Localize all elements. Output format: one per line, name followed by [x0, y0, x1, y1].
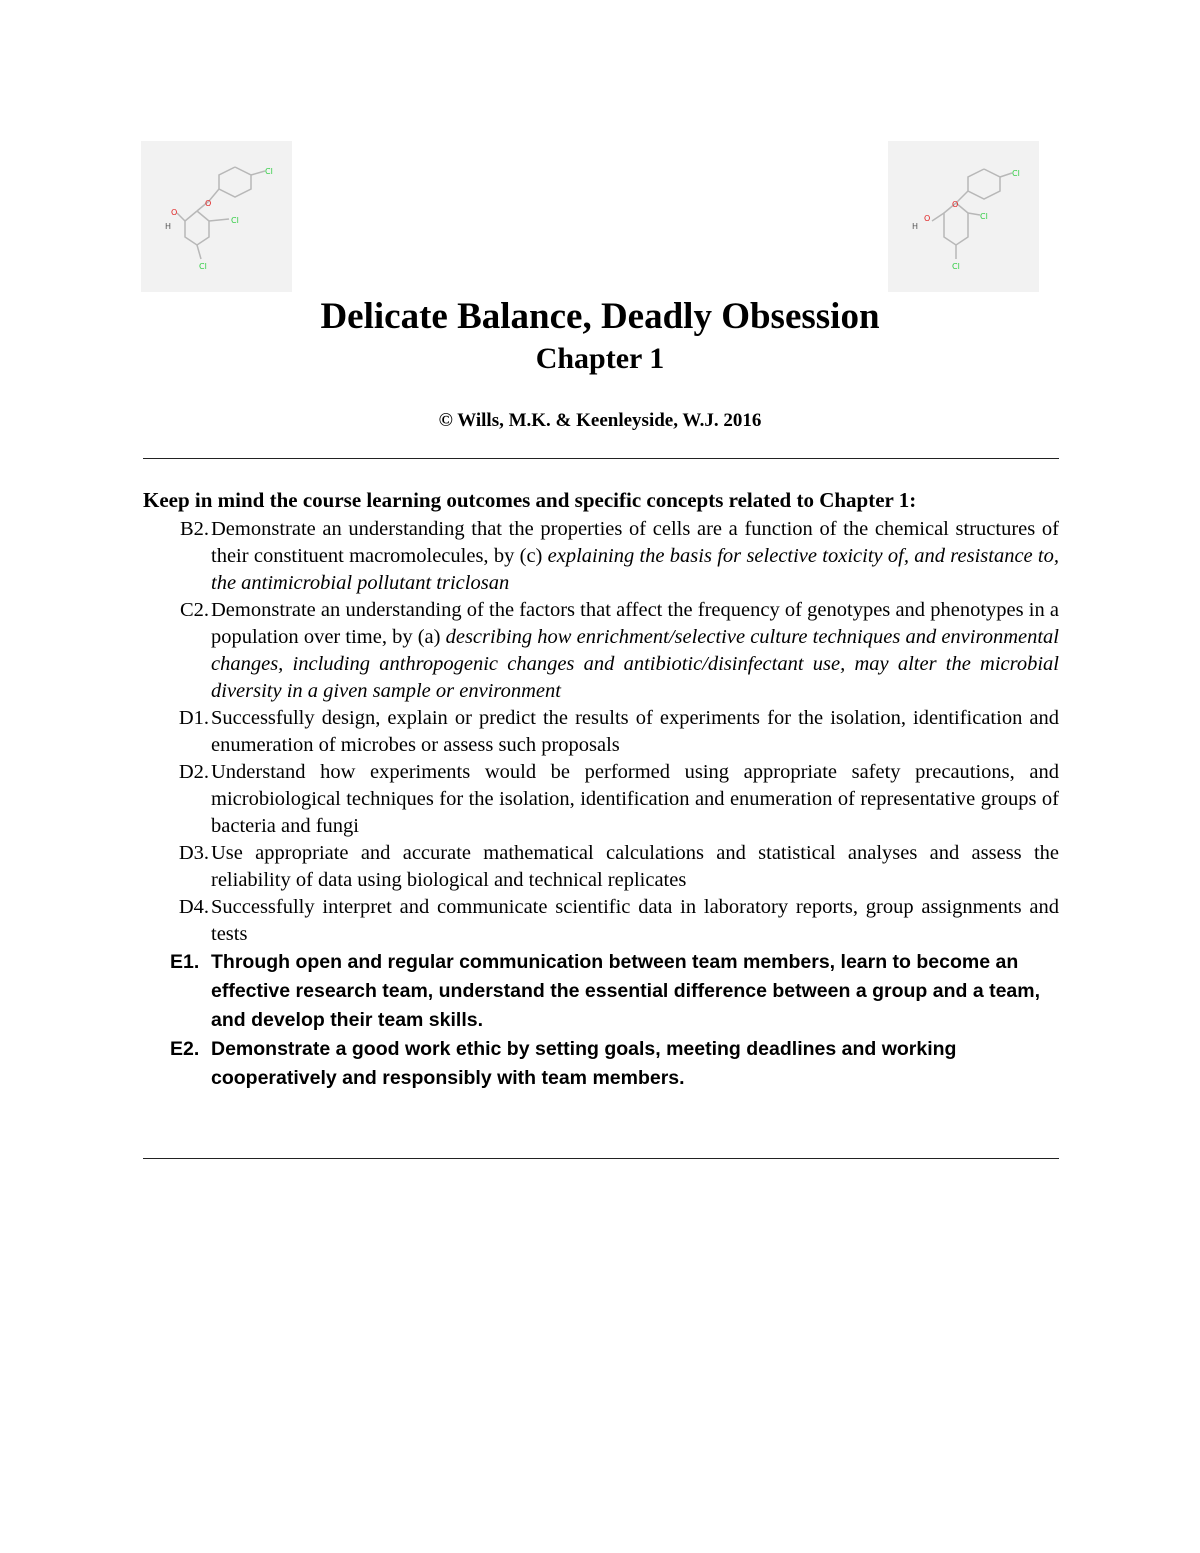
- oxygen-label: O: [952, 200, 959, 209]
- learning-outcomes-list: [143, 516, 1059, 1093]
- outcome-e1: [143, 948, 1059, 1035]
- hydrogen-label: H: [165, 222, 172, 231]
- outcome-text: Successfully interpret and communicate scientific data in laboratory reports, group assignments and tests: [211, 896, 1059, 945]
- oxygen-label: O: [924, 214, 931, 223]
- chlorine-label: Cl: [980, 212, 988, 221]
- outcome-text: Demonstrate an understanding that the properties of cells are a function of the chemical structures of their constituent macromolecules, by (c): [211, 518, 1059, 567]
- triclosan-structure-image-left: [141, 141, 292, 292]
- outcome-text: Successfully design, explain or predict the results of experiments for the isolation, identification and enumeration of microbes or assess such proposals: [211, 707, 1059, 756]
- bottom-divider: [143, 1158, 1059, 1159]
- triclosan-structure-drawing: [141, 141, 292, 292]
- chlorine-label: Cl: [265, 167, 273, 176]
- outcome-text: Understand how experiments would be performed using appropriate safety precautions, and microbiological techniques for the isolation, identification and enumeration of representative groups of bacteria and fungi: [211, 761, 1059, 837]
- chapter-heading: Chapter 1: [535, 342, 665, 375]
- outcome-code: C2.: [179, 599, 209, 621]
- outcome-code: E2.: [170, 1038, 200, 1060]
- outcome-code: D1.: [178, 707, 209, 729]
- chlorine-label: Cl: [952, 262, 960, 271]
- outcome-code: E1.: [170, 951, 200, 973]
- outcome-code: D4.: [178, 896, 209, 918]
- oxygen-label: O: [171, 208, 178, 217]
- outcome-text: Use appropriate and accurate mathematical calculations and statistical analyses and assess the reliability of data using biological and technical replicates: [211, 842, 1059, 891]
- outcome-c2: [143, 597, 1059, 705]
- copyright-line: © Wills, M.K. & Keenleyside, W.J. 2016: [438, 410, 762, 431]
- chlorine-label: Cl: [199, 262, 207, 271]
- outcome-text: Through open and regular communication between team members, learn to become an effective research team, understand the essential difference between a group and a team, and develop their team skills.: [211, 951, 1041, 1031]
- outcome-d3: [143, 840, 1059, 894]
- outcome-code: D3.: [178, 842, 209, 864]
- triclosan-structure-drawing: [888, 141, 1039, 292]
- outcome-b2: [143, 516, 1059, 597]
- chlorine-label: Cl: [231, 216, 239, 225]
- outcome-text-italic: describing how enrichment/selective culture techniques and environmental changes, including anthropogenic changes and antibiotic/disinfectant use, may alter the microbial diversity in a given sample or environment: [211, 626, 1059, 702]
- outcome-text: Demonstrate a good work ethic by setting goals, meeting deadlines and working cooperatively and responsibly with team members.: [211, 1038, 957, 1089]
- outcome-code: B2.: [179, 518, 209, 540]
- outcome-d4: [143, 894, 1059, 948]
- outcome-text: Demonstrate an understanding of the factors that affect the frequency of genotypes and phenotypes in a population over time, by (a): [211, 599, 1059, 648]
- triclosan-structure-image-right: [888, 141, 1039, 292]
- outcome-d1: [143, 705, 1059, 759]
- oxygen-label: O: [205, 199, 212, 208]
- document-title: Delicate Balance, Deadly Obsession: [320, 296, 880, 337]
- hydrogen-label: H: [912, 222, 919, 231]
- outcome-d2: [143, 759, 1059, 840]
- top-divider: [143, 458, 1059, 459]
- chlorine-label: Cl: [1012, 169, 1020, 178]
- learning-outcomes-intro: Keep in mind the course learning outcomes and specific concepts related to Chapter 1:: [143, 488, 917, 512]
- outcome-e2: [143, 1035, 1059, 1093]
- outcome-code: D2.: [178, 761, 209, 783]
- outcome-text-italic: explaining the basis for selective toxicity of, and resistance to, the antimicrobial pollutant triclosan: [211, 545, 1060, 594]
